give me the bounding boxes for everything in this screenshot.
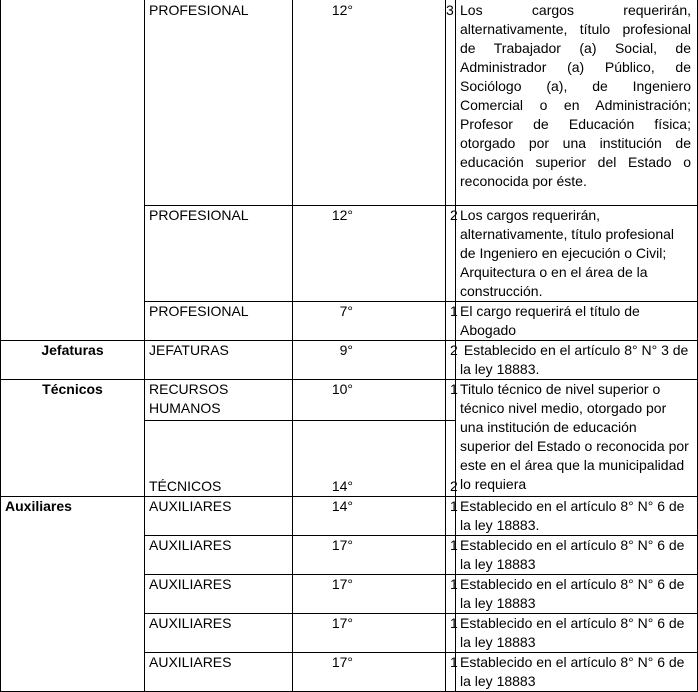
type-cell: RECURSOS HUMANOS xyxy=(145,380,293,421)
grade-cell: 17° xyxy=(293,575,446,614)
category-cell: Técnicos xyxy=(1,380,145,497)
category-cell xyxy=(1,0,145,341)
requirement-cell: Los cargos requerirán, alternativamente, título profesional de Ingeniero en ejecución o Civil; Arquitectura o en el área de la construcción. xyxy=(456,206,698,302)
requirement-cell: Los cargos requerirán, alternativamente, título profesional de Trabajador (a) Social, de Administrador (a) Público, de Sociólogo (a), de Ingeniero Comercial o en Administración; Profesor de Educación física; otorgado por una institución de educación superior del Estado o reconocida por éste. xyxy=(456,0,698,206)
grade-cell: 12° xyxy=(293,206,446,302)
requirement-cell: Establecido en el artículo 8° N° 3 de la ley 18883. xyxy=(456,341,698,380)
grade-cell: 17° xyxy=(293,536,446,575)
category-cell: Jefaturas xyxy=(1,341,145,380)
qty-cell: 2 xyxy=(446,421,456,497)
qty-cell: 1 xyxy=(446,653,456,692)
category-cell: Auxiliares xyxy=(1,497,145,692)
requirement-cell: Establecido en el artículo 8° N° 6 de la ley 18883 xyxy=(456,575,698,614)
grade-cell: 12° xyxy=(293,0,446,206)
grade-cell: 17° xyxy=(293,614,446,653)
table-row xyxy=(1,341,698,380)
requirement-cell: Establecido en el artículo 8° N° 6 de la ley 18883 xyxy=(456,653,698,692)
grade-cell: 14° xyxy=(293,497,446,536)
qty-cell: 1 xyxy=(446,380,456,421)
qty-cell: 1 xyxy=(446,575,456,614)
qty-cell: 1 xyxy=(446,497,456,536)
grade-cell: 7° xyxy=(293,302,446,341)
grade-cell: 9° xyxy=(293,341,446,380)
qty-cell: 1 xyxy=(446,614,456,653)
requirement-cell: Establecido en el artículo 8° N° 6 de la ley 18883. xyxy=(456,497,698,536)
qty-cell: 2 xyxy=(446,341,456,380)
type-cell: PROFESIONAL xyxy=(145,0,293,206)
type-cell: AUXILIARES xyxy=(145,614,293,653)
type-cell: PROFESIONAL xyxy=(145,302,293,341)
requirement-cell: Titulo técnico de nivel superior o técnico nivel medio, otorgado por una institución de educación superior del Estado o reconocida por este en el área que la municipalidad lo requiera xyxy=(456,380,698,497)
type-cell: JEFATURAS xyxy=(145,341,293,380)
type-cell: AUXILIARES xyxy=(145,653,293,692)
table-row xyxy=(1,0,698,206)
grade-cell: 17° xyxy=(293,653,446,692)
table-row xyxy=(1,497,698,536)
requirement-cell: El cargo requerirá el título de Abogado xyxy=(456,302,698,341)
table-row xyxy=(1,380,698,421)
qty-cell: 1 xyxy=(446,302,456,341)
qty-cell: 1 xyxy=(446,536,456,575)
type-cell: AUXILIARES xyxy=(145,497,293,536)
type-cell: TÉCNICOS xyxy=(145,421,293,497)
qty-cell: 3 xyxy=(446,0,456,206)
type-cell: AUXILIARES xyxy=(145,575,293,614)
type-cell: AUXILIARES xyxy=(145,536,293,575)
qty-cell: 2 xyxy=(446,206,456,302)
requirement-cell: Establecido en el artículo 8° N° 6 de la ley 18883 xyxy=(456,614,698,653)
type-cell: PROFESIONAL xyxy=(145,206,293,302)
requirement-cell: Establecido en el artículo 8° N° 6 de la ley 18883 xyxy=(456,536,698,575)
grade-cell: 14° xyxy=(293,421,446,497)
grade-cell: 10° xyxy=(293,380,446,421)
